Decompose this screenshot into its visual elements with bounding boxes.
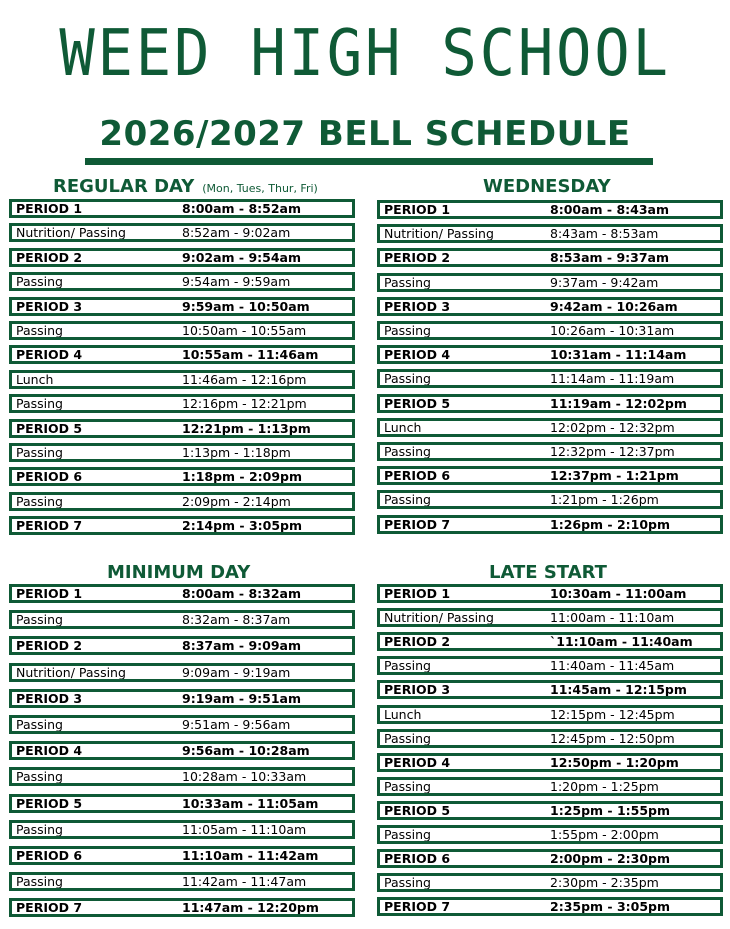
period-name: Passing bbox=[384, 828, 431, 841]
period-time: 8:32am - 8:37am bbox=[182, 613, 291, 626]
period-name: Passing bbox=[16, 446, 63, 459]
schedule-row bbox=[9, 898, 355, 917]
period-time: 11:19am - 12:02pm bbox=[550, 397, 687, 410]
period-name: PERIOD 5 bbox=[16, 797, 83, 810]
period-time: 11:10am - 11:42am bbox=[182, 849, 319, 862]
period-name: PERIOD 7 bbox=[384, 518, 451, 531]
period-time: 8:37am - 9:09am bbox=[182, 639, 301, 652]
period-name: Nutrition/ Passing bbox=[16, 226, 126, 239]
schedule-row bbox=[9, 767, 355, 786]
period-time: 9:51am - 9:56am bbox=[182, 718, 291, 731]
period-time: 12:15pm - 12:45pm bbox=[550, 708, 675, 721]
schedule-row bbox=[377, 369, 723, 388]
period-time: 12:16pm - 12:21pm bbox=[182, 397, 307, 410]
period-time: 9:19am - 9:51am bbox=[182, 692, 301, 705]
period-name: Nutrition/ Passing bbox=[384, 611, 494, 624]
schedule-row bbox=[9, 297, 355, 316]
period-time: 9:09am - 9:19am bbox=[182, 666, 291, 679]
period-name: PERIOD 2 bbox=[384, 251, 451, 264]
minimum-day-heading bbox=[107, 562, 250, 583]
period-time: 1:55pm - 2:00pm bbox=[550, 828, 659, 841]
schedule-row bbox=[377, 224, 723, 243]
period-time: 1:26pm - 2:10pm bbox=[550, 518, 671, 531]
period-name: PERIOD 1 bbox=[16, 202, 83, 215]
schedule-row bbox=[9, 741, 355, 760]
schedule-row bbox=[377, 873, 723, 892]
schedule-row bbox=[377, 729, 723, 748]
period-name: Nutrition/ Passing bbox=[384, 227, 494, 240]
period-time: 10:31am - 11:14am bbox=[550, 348, 687, 361]
schedule-row bbox=[9, 345, 355, 364]
period-time: 10:26am - 10:31am bbox=[550, 324, 675, 337]
schedule-row bbox=[377, 297, 723, 316]
schedule-row bbox=[9, 443, 355, 462]
schedule-row bbox=[377, 753, 723, 772]
wednesday-heading bbox=[483, 176, 611, 197]
period-name: Lunch bbox=[384, 421, 422, 434]
schedule-row bbox=[9, 610, 355, 629]
schedule-row bbox=[377, 466, 723, 485]
period-name: PERIOD 2 bbox=[16, 251, 83, 264]
period-time: 11:40am - 11:45am bbox=[550, 659, 675, 672]
regular-day-note: (Mon, Tues, Thur, Fri) bbox=[202, 182, 318, 195]
period-time: 11:47am - 12:20pm bbox=[182, 901, 319, 914]
late-start-heading bbox=[489, 562, 607, 583]
period-name: Passing bbox=[384, 780, 431, 793]
schedule-row bbox=[377, 345, 723, 364]
period-name: Passing bbox=[384, 659, 431, 672]
period-name: Passing bbox=[384, 876, 431, 889]
period-name: PERIOD 6 bbox=[384, 852, 451, 865]
period-time: 2:35pm - 3:05pm bbox=[550, 900, 671, 913]
period-time: 9:54am - 9:59am bbox=[182, 275, 291, 288]
period-name: PERIOD 5 bbox=[16, 422, 83, 435]
period-time: 11:42am - 11:47am bbox=[182, 875, 307, 888]
schedule-row bbox=[377, 248, 723, 267]
schedule-row bbox=[9, 321, 355, 340]
schedule-row bbox=[9, 394, 355, 413]
period-time: 11:00am - 11:10am bbox=[550, 611, 675, 624]
period-name: Passing bbox=[16, 875, 63, 888]
school-title: WEED HIGH SCHOOL bbox=[59, 17, 671, 91]
schedule-row bbox=[377, 273, 723, 292]
schedule-row bbox=[9, 272, 355, 291]
period-name: PERIOD 7 bbox=[384, 900, 451, 913]
period-time: 10:33am - 11:05am bbox=[182, 797, 319, 810]
schedule-row bbox=[377, 418, 723, 437]
period-time: 11:46am - 12:16pm bbox=[182, 373, 307, 386]
period-time: 12:32pm - 12:37pm bbox=[550, 445, 675, 458]
period-name: PERIOD 4 bbox=[16, 744, 83, 757]
period-name: Passing bbox=[384, 324, 431, 337]
period-name: Passing bbox=[384, 493, 431, 506]
period-name: PERIOD 3 bbox=[384, 300, 451, 313]
schedule-row bbox=[377, 632, 723, 651]
period-time: 1:25pm - 1:55pm bbox=[550, 804, 671, 817]
period-name: Nutrition/ Passing bbox=[16, 666, 126, 679]
period-time: 8:00am - 8:32am bbox=[182, 587, 301, 600]
period-name: PERIOD 2 bbox=[384, 635, 451, 648]
period-time: 12:21pm - 1:13pm bbox=[182, 422, 311, 435]
schedule-row bbox=[9, 663, 355, 682]
schedule-row bbox=[9, 872, 355, 891]
minimum-day-title: MINIMUM DAY bbox=[107, 562, 251, 583]
period-time: 10:50am - 10:55am bbox=[182, 324, 307, 337]
period-name: PERIOD 4 bbox=[16, 348, 83, 361]
period-time: 12:45pm - 12:50pm bbox=[550, 732, 675, 745]
period-name: Passing bbox=[384, 372, 431, 385]
schedule-row bbox=[377, 442, 723, 461]
period-time: 11:45am - 12:15pm bbox=[550, 683, 687, 696]
schedule-row bbox=[9, 820, 355, 839]
period-time: 9:42am - 10:26am bbox=[550, 300, 678, 313]
schedule-row bbox=[377, 897, 723, 916]
schedule-row bbox=[377, 777, 723, 796]
schedule-row bbox=[377, 321, 723, 340]
period-time: 12:50pm - 1:20pm bbox=[550, 756, 679, 769]
schedule-row bbox=[9, 715, 355, 734]
period-name: PERIOD 1 bbox=[384, 587, 451, 600]
schedule-row bbox=[377, 705, 723, 724]
period-time: 1:18pm - 2:09pm bbox=[182, 470, 303, 483]
schedule-row bbox=[377, 801, 723, 820]
period-time: 12:37pm - 1:21pm bbox=[550, 469, 679, 482]
schedule-row bbox=[9, 636, 355, 655]
period-time: 1:20pm - 1:25pm bbox=[550, 780, 659, 793]
regular-day-title: REGULAR DAY bbox=[53, 176, 195, 197]
title-divider bbox=[85, 158, 653, 165]
schedule-row bbox=[377, 608, 723, 627]
period-name: Passing bbox=[16, 397, 63, 410]
period-time: 8:00am - 8:52am bbox=[182, 202, 301, 215]
period-name: Passing bbox=[16, 275, 63, 288]
schedule-row bbox=[9, 467, 355, 486]
period-time: 9:37am - 9:42am bbox=[550, 276, 659, 289]
period-name: Passing bbox=[16, 324, 63, 337]
period-name: PERIOD 4 bbox=[384, 348, 451, 361]
schedule-row bbox=[377, 680, 723, 699]
period-time: 1:13pm - 1:18pm bbox=[182, 446, 291, 459]
period-name: Passing bbox=[384, 732, 431, 745]
period-time: 1:21pm - 1:26pm bbox=[550, 493, 659, 506]
period-name: PERIOD 3 bbox=[16, 692, 83, 705]
schedule-row bbox=[377, 825, 723, 844]
schedule-row bbox=[9, 794, 355, 813]
period-time: 2:00pm - 2:30pm bbox=[550, 852, 671, 865]
period-time: 8:52am - 9:02am bbox=[182, 226, 291, 239]
schedule-row bbox=[377, 584, 723, 603]
period-name: PERIOD 6 bbox=[384, 469, 451, 482]
period-name: PERIOD 6 bbox=[16, 849, 83, 862]
period-time: 8:53am - 9:37am bbox=[550, 251, 669, 264]
schedule-row bbox=[9, 419, 355, 438]
period-time: 10:55am - 11:46am bbox=[182, 348, 319, 361]
regular-day-heading bbox=[53, 176, 318, 197]
schedule-row bbox=[377, 849, 723, 868]
period-name: Passing bbox=[384, 445, 431, 458]
schedule-row bbox=[9, 492, 355, 511]
period-time: 8:00am - 8:43am bbox=[550, 203, 669, 216]
period-time: 2:09pm - 2:14pm bbox=[182, 495, 291, 508]
late-start-title: LATE START bbox=[489, 562, 607, 583]
schedule-row bbox=[9, 516, 355, 535]
period-name: Passing bbox=[16, 495, 63, 508]
schedule-row bbox=[9, 584, 355, 603]
schedule-row bbox=[9, 248, 355, 267]
period-name: Passing bbox=[384, 276, 431, 289]
period-name: Passing bbox=[16, 823, 63, 836]
period-time: 9:59am - 10:50am bbox=[182, 300, 310, 313]
schedule-subtitle: 2026/2027 BELL SCHEDULE bbox=[99, 114, 631, 154]
period-name: PERIOD 6 bbox=[16, 470, 83, 483]
schedule-row bbox=[9, 199, 355, 218]
period-time: 12:02pm - 12:32pm bbox=[550, 421, 675, 434]
period-name: Passing bbox=[16, 718, 63, 731]
schedule-row bbox=[9, 846, 355, 865]
schedule-row bbox=[377, 394, 723, 413]
schedule-row bbox=[9, 370, 355, 389]
schedule-row bbox=[377, 200, 723, 219]
period-name: PERIOD 1 bbox=[16, 587, 83, 600]
period-name: PERIOD 3 bbox=[16, 300, 83, 313]
schedule-row bbox=[377, 656, 723, 675]
schedule-row bbox=[9, 689, 355, 708]
period-name: Passing bbox=[16, 613, 63, 626]
period-name: PERIOD 3 bbox=[384, 683, 451, 696]
period-time: 11:05am - 11:10am bbox=[182, 823, 307, 836]
period-time: 2:14pm - 3:05pm bbox=[182, 519, 303, 532]
period-name: PERIOD 5 bbox=[384, 397, 451, 410]
schedule-row bbox=[377, 490, 723, 509]
period-name: PERIOD 2 bbox=[16, 639, 83, 652]
period-time: `11:10am - 11:40am bbox=[550, 635, 693, 648]
period-time: 8:43am - 8:53am bbox=[550, 227, 659, 240]
period-time: 9:02am - 9:54am bbox=[182, 251, 301, 264]
period-name: PERIOD 5 bbox=[384, 804, 451, 817]
period-time: 11:14am - 11:19am bbox=[550, 372, 675, 385]
period-time: 10:30am - 11:00am bbox=[550, 587, 687, 600]
period-time: 9:56am - 10:28am bbox=[182, 744, 310, 757]
schedule-row bbox=[377, 515, 723, 534]
period-time: 2:30pm - 2:35pm bbox=[550, 876, 659, 889]
period-name: PERIOD 4 bbox=[384, 756, 451, 769]
period-name: PERIOD 7 bbox=[16, 901, 83, 914]
period-name: Lunch bbox=[16, 373, 54, 386]
period-name: PERIOD 7 bbox=[16, 519, 83, 532]
period-time: 10:28am - 10:33am bbox=[182, 770, 307, 783]
period-name: PERIOD 1 bbox=[384, 203, 451, 216]
period-name: Lunch bbox=[384, 708, 422, 721]
wednesday-title: WEDNESDAY bbox=[483, 176, 611, 197]
schedule-row bbox=[9, 223, 355, 242]
period-name: Passing bbox=[16, 770, 63, 783]
